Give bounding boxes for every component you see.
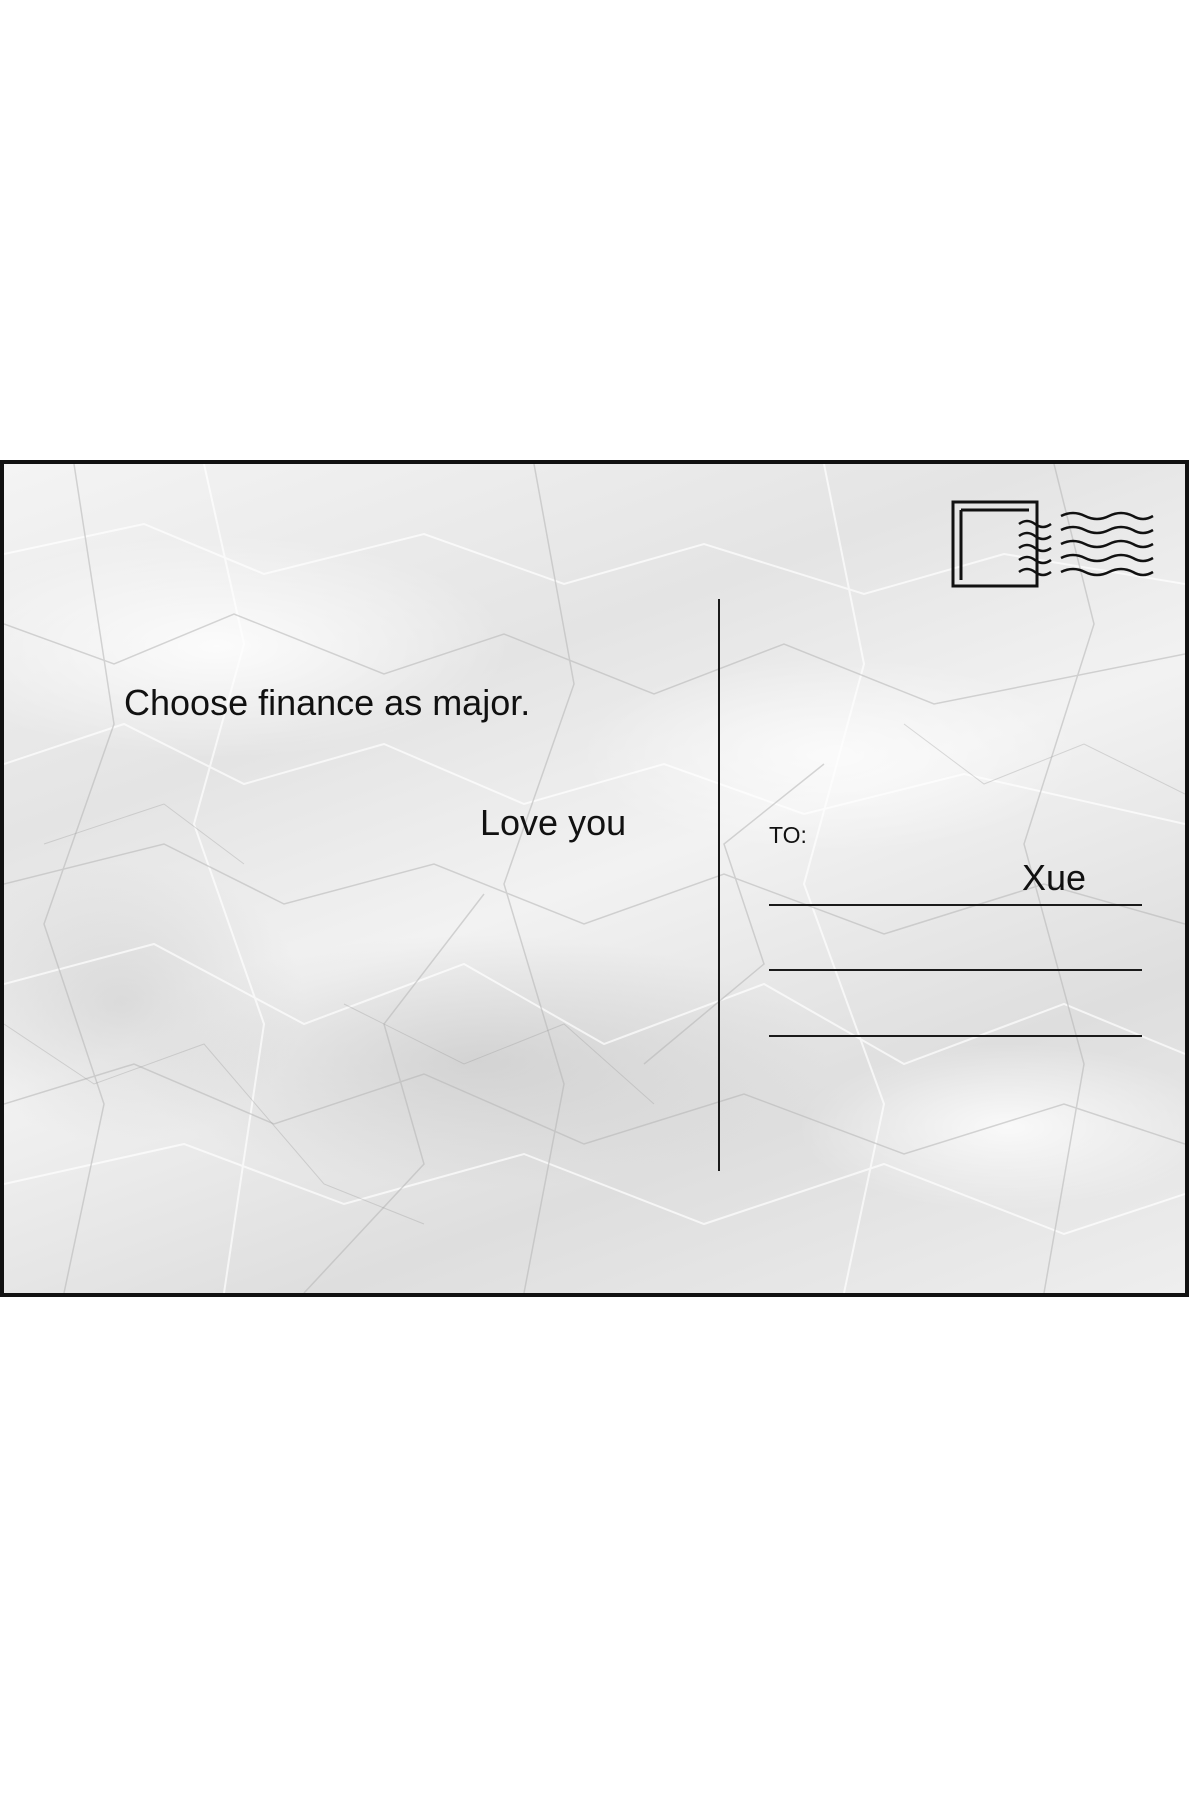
postage-stamp-icon	[949, 494, 1155, 594]
recipient-name: Xue	[1022, 857, 1087, 898]
postmark-wavy-lines-icon	[1019, 513, 1153, 575]
signoff-text: Love you	[480, 802, 627, 843]
to-label: TO:	[769, 822, 807, 848]
address-line-3	[769, 1035, 1142, 1037]
address-line-2	[769, 969, 1142, 971]
postcard	[0, 460, 1189, 1297]
center-divider	[718, 599, 720, 1171]
message-text: Choose finance as major.	[124, 682, 531, 723]
address-line-1	[769, 904, 1142, 906]
